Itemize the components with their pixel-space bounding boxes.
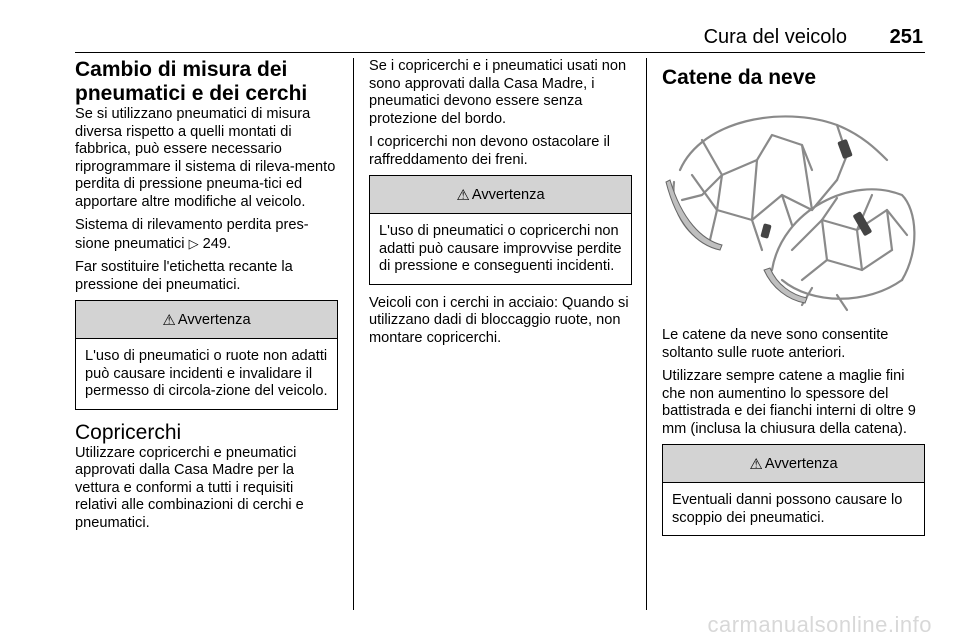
warning-title: Avvertenza [471, 186, 545, 203]
column-1 [75, 58, 338, 538]
warning-header [663, 445, 924, 483]
warning-title: Avvertenza [177, 311, 251, 328]
column-3 [662, 58, 925, 546]
paragraph: Se i copricerchi e i pneumatici usati non sono approvati dalla Casa Madre, i pneumatici devono essere senza protezione del bordo. [369, 58, 627, 127]
paragraph: Utilizzare sempre catene a maglie fini che non aumentino lo spessore del battistrada e dei fianchi interni di oltre 9 mm (inclusa la chiusura della catena). [662, 368, 916, 437]
page-ref-link[interactable]: 249. [202, 235, 232, 252]
warning-header [370, 176, 631, 214]
page-number: 251 [889, 26, 923, 48]
header-rule [75, 52, 925, 53]
warning-triangle-icon: ⚠ [456, 186, 470, 204]
heading-snow-chains: Catene da neve [662, 66, 817, 89]
page-header [75, 26, 925, 48]
paragraph: Utilizzare copricerchi e pneumatici approvati dalla Casa Madre per la vettura e conformi a tutti i requisiti relativi alle combinazioni di cerchi e pneumatici. [75, 444, 304, 531]
column-divider [353, 58, 354, 610]
heading-tyre-size-change: Cambio di misura dei pneumatici e dei cerchi [75, 58, 308, 105]
warning-box [369, 175, 632, 285]
paragraph: Sistema di rilevamento perdita pres-sione pneumatici ▷ 249. [75, 217, 309, 252]
column-divider [646, 58, 647, 610]
snow-chains-illustration [662, 100, 925, 315]
warning-header [76, 301, 337, 339]
warning-title: Avvertenza [764, 455, 838, 472]
paragraph: Se si utilizzano pneumatici di misura diversa rispetto a quelli montati di fabbrica, può essere necessario riprogrammare il sistema di rileva-mento perdita di pressione pneuma-tici ed apportare altre modifiche al veicolo. [75, 106, 336, 210]
paragraph: Le catene da neve sono consentite soltanto sulle ruote anteriori. [662, 327, 889, 361]
watermark: carmanualsonline.info [707, 612, 932, 637]
warning-box [75, 300, 338, 410]
section-title: Cura del veicolo [703, 26, 847, 48]
warning-triangle-icon: ⚠ [749, 455, 763, 473]
warning-triangle-icon: ⚠ [162, 311, 176, 329]
heading-wheel-covers: Copricerchi [75, 420, 182, 444]
paragraph: I copricerchi non devono ostacolare il raffreddamento dei freni. [369, 134, 610, 168]
page-ref-arrow-icon: ▷ [188, 235, 199, 251]
warning-body: L'uso di pneumatici o copricerchi non adatti può causare improvvise perdite di pressione e conseguenti incidenti. [379, 223, 622, 274]
paragraph: Veicoli con i cerchi in acciaio: Quando si utilizzano dadi di bloccaggio ruote, non montare copricerchi. [369, 294, 629, 346]
paragraph: Far sostituire l'etichetta recante la pressione dei pneumatici. [75, 259, 293, 293]
warning-box [662, 444, 925, 536]
warning-body: L'uso di pneumatici o ruote non adatti può causare incidenti e invalidare il permesso di circola-zione del veicolo. [85, 348, 328, 399]
warning-body: Eventuali danni possono causare lo scoppio dei pneumatici. [672, 492, 903, 526]
snow-chains-icon [662, 100, 925, 315]
column-2 [369, 58, 632, 353]
